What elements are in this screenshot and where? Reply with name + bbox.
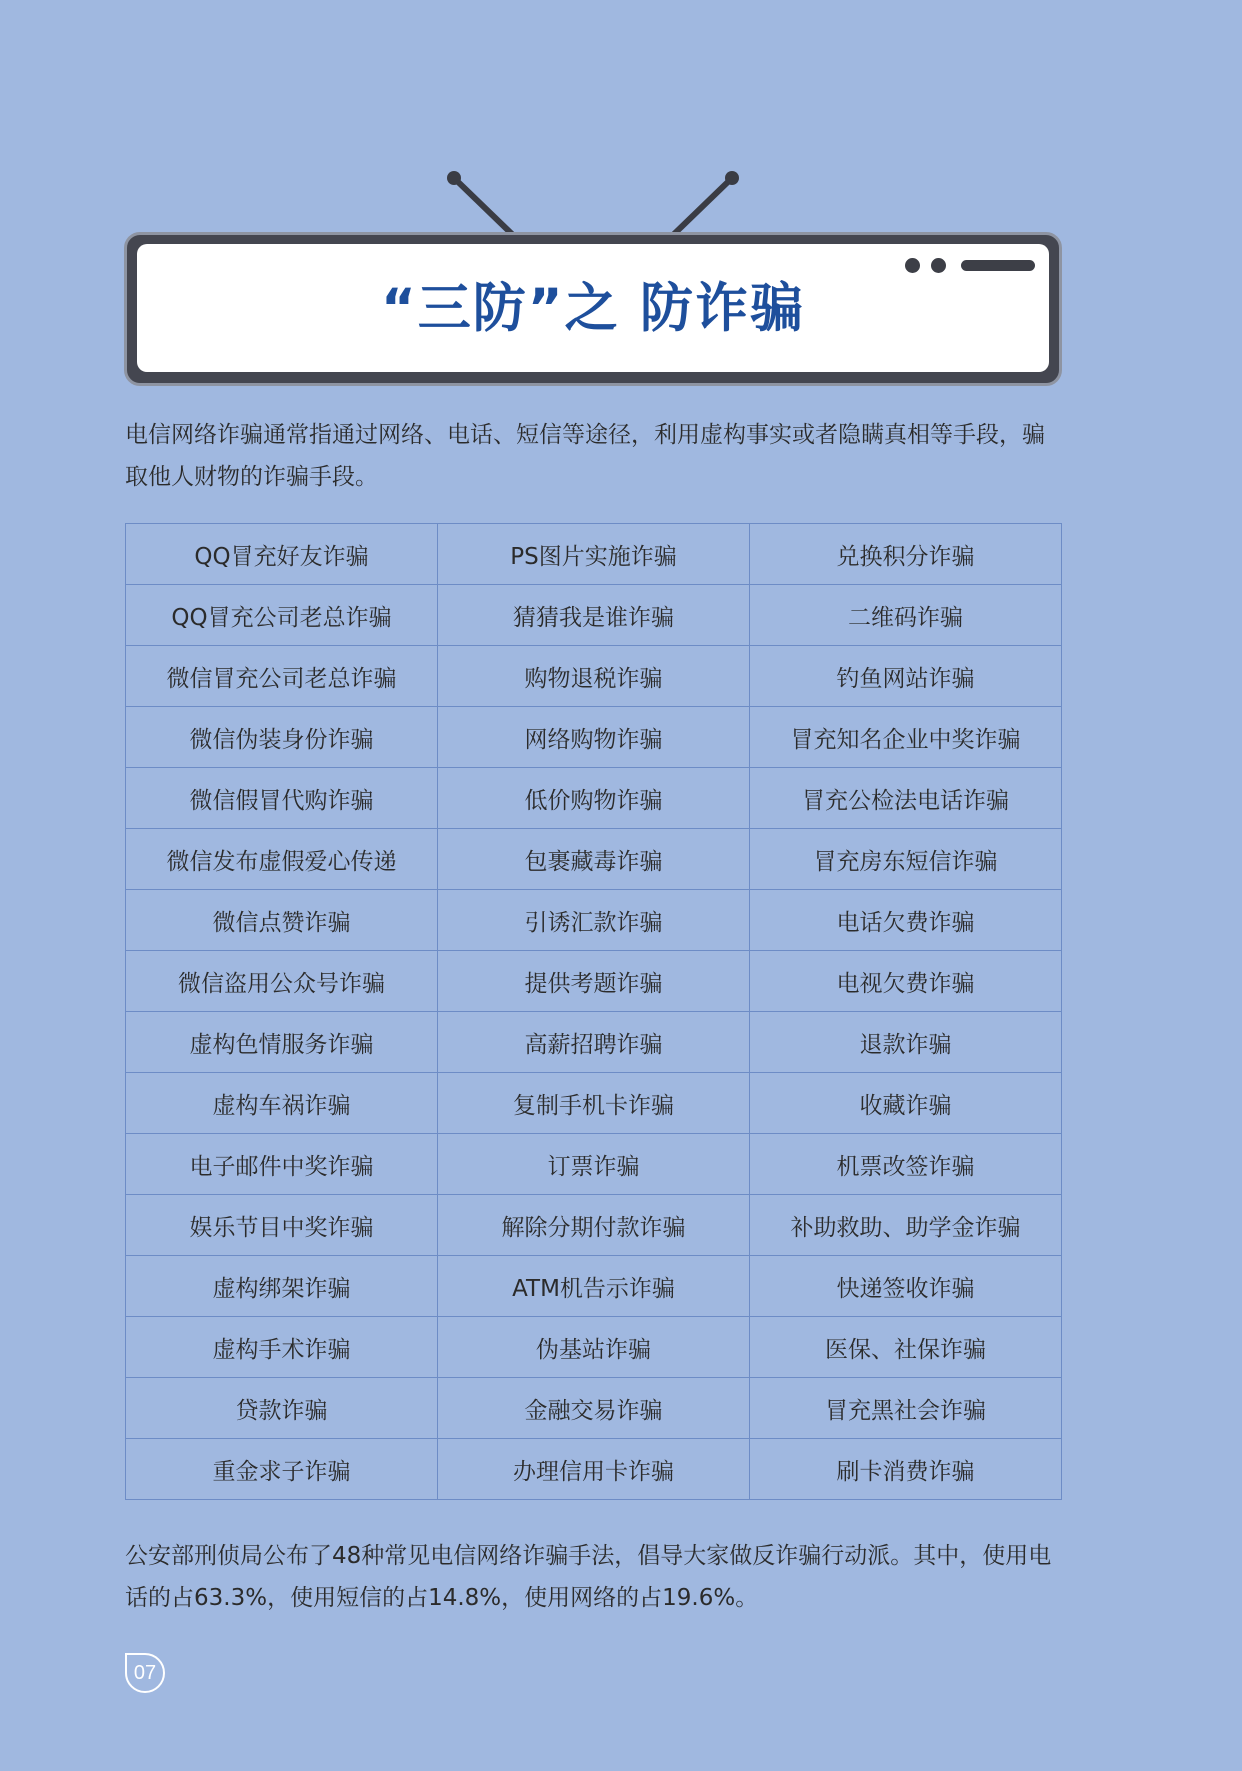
table-cell: 办理信用卡诈骗	[438, 1439, 750, 1500]
table-row	[126, 1073, 1062, 1134]
tv-indicator-dot-icon	[931, 258, 946, 273]
table-cell: 贷款诈骗	[126, 1378, 438, 1439]
table-cell: 电话欠费诈骗	[750, 890, 1062, 951]
table-cell: 兑换积分诈骗	[750, 524, 1062, 585]
table-row	[126, 1195, 1062, 1256]
table-cell: 重金求子诈骗	[126, 1439, 438, 1500]
table-row	[126, 1134, 1062, 1195]
table-cell: 电视欠费诈骗	[750, 951, 1062, 1012]
table-cell: 虚构绑架诈骗	[126, 1256, 438, 1317]
table-row	[126, 1317, 1062, 1378]
table-cell: 高薪招聘诈骗	[438, 1012, 750, 1073]
table-cell: 虚构车祸诈骗	[126, 1073, 438, 1134]
table-row	[126, 951, 1062, 1012]
table-cell: QQ冒充公司老总诈骗	[126, 585, 438, 646]
table-cell: 快递签收诈骗	[750, 1256, 1062, 1317]
table-cell: 购物退税诈骗	[438, 646, 750, 707]
table-row	[126, 1256, 1062, 1317]
table-cell: 冒充房东短信诈骗	[750, 829, 1062, 890]
table-cell: PS图片实施诈骗	[438, 524, 750, 585]
table-cell: 电子邮件中奖诈骗	[126, 1134, 438, 1195]
table-row	[126, 646, 1062, 707]
tv-indicator-dot-icon	[905, 258, 920, 273]
table-cell: 微信发布虚假爱心传递	[126, 829, 438, 890]
table-cell: 引诱汇款诈骗	[438, 890, 750, 951]
table-row	[126, 585, 1062, 646]
table-cell: 二维码诈骗	[750, 585, 1062, 646]
fraud-types-table	[125, 523, 1062, 1500]
table-cell: 金融交易诈骗	[438, 1378, 750, 1439]
table-row	[126, 1012, 1062, 1073]
table-row	[126, 1439, 1062, 1500]
table-cell: 猜猜我是谁诈骗	[438, 585, 750, 646]
table-cell: 网络购物诈骗	[438, 707, 750, 768]
table-cell: 伪基站诈骗	[438, 1317, 750, 1378]
table-row	[126, 1378, 1062, 1439]
table-cell: 钓鱼网站诈骗	[750, 646, 1062, 707]
table-cell: 冒充黑社会诈骗	[750, 1378, 1062, 1439]
page-number-badge: 07	[125, 1653, 165, 1693]
table-cell: 包裹藏毒诈骗	[438, 829, 750, 890]
table-cell: 提供考题诈骗	[438, 951, 750, 1012]
table-cell: 娱乐节目中奖诈骗	[126, 1195, 438, 1256]
page-title: “三防”之 防诈骗	[380, 278, 806, 339]
table-cell: 冒充公检法电话诈骗	[750, 768, 1062, 829]
table-cell: 收藏诈骗	[750, 1073, 1062, 1134]
table-cell: 微信盗用公众号诈骗	[126, 951, 438, 1012]
table-cell: 冒充知名企业中奖诈骗	[750, 707, 1062, 768]
table-cell: 微信点赞诈骗	[126, 890, 438, 951]
tv-antennas-graphic	[0, 0, 1242, 240]
table-cell: 虚构手术诈骗	[126, 1317, 438, 1378]
table-cell: 虚构色情服务诈骗	[126, 1012, 438, 1073]
tv-screen	[137, 244, 1049, 372]
summary-paragraph: 公安部刑侦局公布了48种常见电信网络诈骗手法，倡导大家做反诈骗行动派。其中，使用电话的占63.3%，使用短信的占14.8%，使用网络的占19.6%。	[125, 1543, 1052, 1611]
table-cell: 刷卡消费诈骗	[750, 1439, 1062, 1500]
tv-indicator-bar-icon	[961, 260, 1035, 271]
table-cell: 订票诈骗	[438, 1134, 750, 1195]
table-cell: 退款诈骗	[750, 1012, 1062, 1073]
table-cell: 低价购物诈骗	[438, 768, 750, 829]
table-cell: 复制手机卡诈骗	[438, 1073, 750, 1134]
table-cell: 机票改签诈骗	[750, 1134, 1062, 1195]
table-row	[126, 707, 1062, 768]
table-cell: 微信假冒代购诈骗	[126, 768, 438, 829]
table-cell: QQ冒充好友诈骗	[126, 524, 438, 585]
table-row	[126, 768, 1062, 829]
tv-title-banner	[124, 232, 1062, 386]
table-cell: ATM机告示诈骗	[438, 1256, 750, 1317]
table-row	[126, 890, 1062, 951]
table-cell: 医保、社保诈骗	[750, 1317, 1062, 1378]
table-row	[126, 829, 1062, 890]
intro-paragraph: 电信网络诈骗通常指通过网络、电话、短信等途径，利用虚构事实或者隐瞒真相等手段，骗取他人财物的诈骗手段。	[125, 422, 1045, 490]
table-cell: 补助救助、助学金诈骗	[750, 1195, 1062, 1256]
table-cell: 微信冒充公司老总诈骗	[126, 646, 438, 707]
table-cell: 微信伪装身份诈骗	[126, 707, 438, 768]
table-row	[126, 524, 1062, 585]
table-cell: 解除分期付款诈骗	[438, 1195, 750, 1256]
